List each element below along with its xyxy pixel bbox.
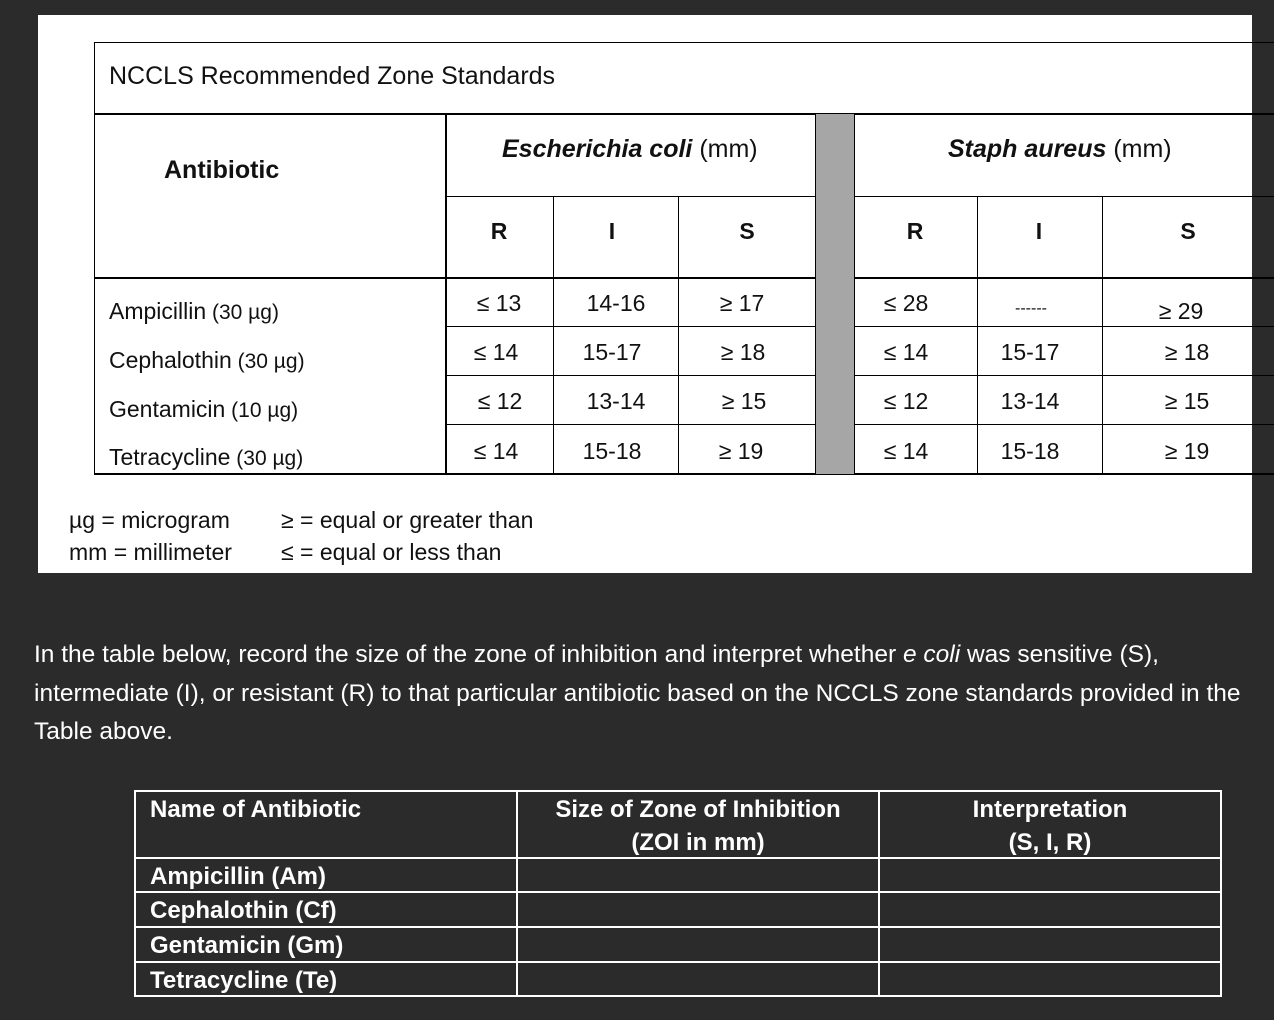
table-cell: ≤ 12 xyxy=(883,388,929,414)
row-name-tetracycline: Tetracycline (30 µg) xyxy=(109,444,304,470)
ecoli-header: Escherichia coli (mm) xyxy=(502,135,758,163)
col-staph-r: R xyxy=(906,218,924,244)
zone-standards-table xyxy=(94,42,1274,474)
record-row-ampicillin: Ampicillin (Am) xyxy=(150,863,327,890)
col-ecoli-r: R xyxy=(490,218,508,244)
table-cell: ≥ 18 xyxy=(1164,339,1210,365)
table-cell: 13-14 xyxy=(1000,388,1060,414)
zoi-input-tetracycline[interactable] xyxy=(518,963,878,995)
record-row-gentamicin: Gentamicin (Gm) xyxy=(150,932,344,959)
interpretation-input-gentamicin[interactable] xyxy=(880,928,1220,961)
header-interpretation: Interpretation xyxy=(972,796,1128,823)
table-cell: ≥ 15 xyxy=(1164,388,1210,414)
table-cell: 15-17 xyxy=(582,339,642,365)
record-row-tetracycline: Tetracycline (Te) xyxy=(150,967,338,994)
zoi-input-gentamicin[interactable] xyxy=(518,928,878,961)
table-cell: ≤ 14 xyxy=(473,438,519,464)
table-cell: ≥ 29 xyxy=(1158,298,1204,324)
legend-microgram: µg = microgram xyxy=(69,507,230,533)
col-ecoli-i: I xyxy=(608,218,616,244)
col-ecoli-s: S xyxy=(739,218,755,244)
table-cell: ≥ 17 xyxy=(719,290,765,316)
table-cell: ≥ 15 xyxy=(721,388,767,414)
table-caption: NCCLS Recommended Zone Standards xyxy=(109,62,556,90)
separator-column xyxy=(815,114,855,474)
header-zoi-unit: (ZOI in mm) xyxy=(631,829,765,856)
table-cell: 15-18 xyxy=(582,438,642,464)
zoi-input-ampicillin[interactable] xyxy=(518,859,878,891)
zoi-input-cephalothin[interactable] xyxy=(518,893,878,926)
table-cell: ≤ 28 xyxy=(883,290,929,316)
table-cell: 15-18 xyxy=(1000,438,1060,464)
legend-millimeter: mm = millimeter xyxy=(69,539,232,565)
interpretation-input-tetracycline[interactable] xyxy=(880,963,1220,995)
table-cell: ≤ 14 xyxy=(883,339,929,365)
table-cell: 13-14 xyxy=(586,388,646,414)
table-cell: ≥ 19 xyxy=(718,438,764,464)
record-row-cephalothin: Cephalothin (Cf) xyxy=(150,897,337,924)
table-cell: ≥ 19 xyxy=(1164,438,1210,464)
legend-greater-equal: ≥ = equal or greater than xyxy=(281,507,534,533)
header-interpretation-options: (S, I, R) xyxy=(1008,829,1092,856)
row-name-cephalothin: Cephalothin (30 µg) xyxy=(109,347,305,373)
header-antibiotic-name: Name of Antibiotic xyxy=(150,796,362,823)
instructions-paragraph: In the table below, record the size of the zone of inhibition and interpret whether e coli was sensitive (S), intermediate (I), or resistant (R) to that particular antibiotic based on the NCCLS zone standards provided in the Table above. xyxy=(34,641,1241,745)
legend-less-equal: ≤ = equal or less than xyxy=(281,539,502,565)
zone-standards-panel xyxy=(38,15,1252,573)
col-staph-i: I xyxy=(1035,218,1043,244)
table-cell: ------ xyxy=(1015,300,1047,317)
col-staph-s: S xyxy=(1180,218,1196,244)
table-cell: 15-17 xyxy=(1000,339,1060,365)
interpretation-input-cephalothin[interactable] xyxy=(880,893,1220,926)
antibiotic-header: Antibiotic xyxy=(164,156,280,184)
staph-header: Staph aureus (mm) xyxy=(948,135,1172,163)
table-cell: 14-16 xyxy=(586,290,646,316)
results-record-table xyxy=(134,790,1222,997)
table-cell: ≤ 12 xyxy=(477,388,523,414)
table-cell: ≤ 14 xyxy=(473,339,519,365)
row-name-ampicillin: Ampicillin (30 µg) xyxy=(109,298,279,324)
table-cell: ≥ 18 xyxy=(720,339,766,365)
interpretation-input-ampicillin[interactable] xyxy=(880,859,1220,891)
table-cell: ≤ 13 xyxy=(476,290,522,316)
header-zoi-size: Size of Zone of Inhibition xyxy=(555,796,841,823)
row-name-gentamicin: Gentamicin (10 µg) xyxy=(109,396,299,422)
table-cell: ≤ 14 xyxy=(883,438,929,464)
